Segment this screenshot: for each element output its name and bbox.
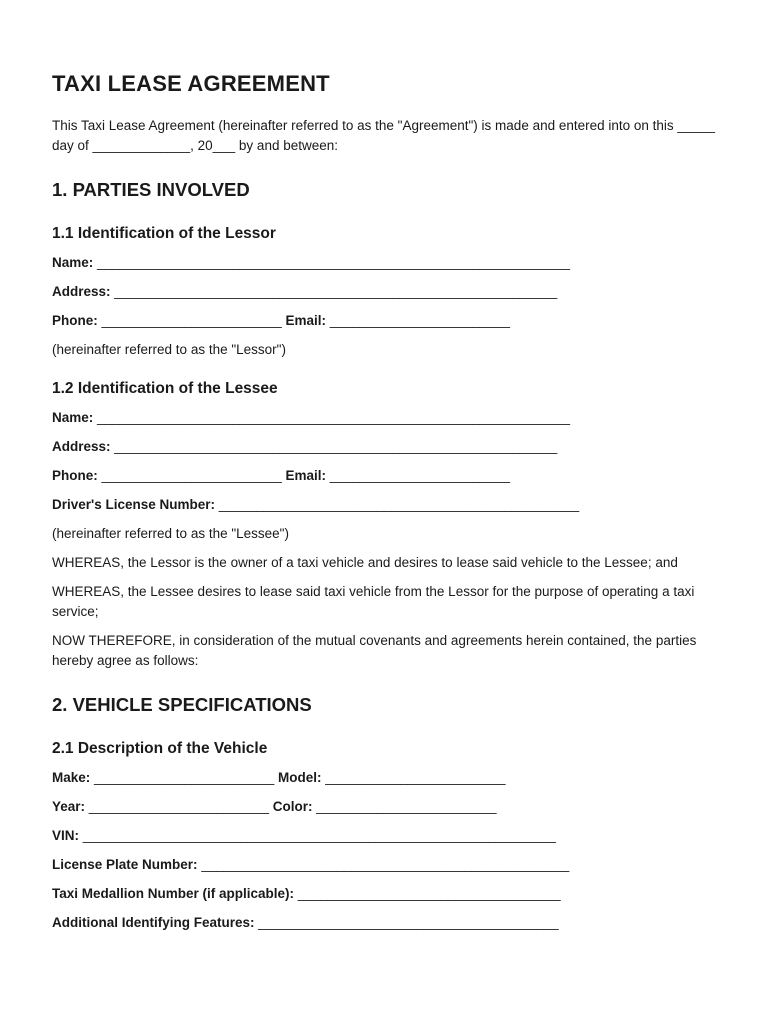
vehicle-medallion-field[interactable] — [52, 884, 724, 904]
lessor-address-blank[interactable]: ___________________________________________________________ — [114, 284, 558, 299]
vehicle-description-subheading: 2.1 Description of the Vehicle — [52, 740, 268, 757]
vehicle-features-field[interactable] — [52, 913, 724, 933]
document-title: TAXI LEASE AGREEMENT — [52, 71, 330, 96]
vehicle-plate-field[interactable] — [52, 855, 724, 875]
lessor-name-label: Name: — [52, 255, 94, 270]
vehicle-medallion-blank[interactable]: ___________________________________ — [297, 886, 561, 901]
lessor-phone-label: Phone: — [52, 313, 98, 328]
vehicle-year-label: Year: — [52, 799, 86, 814]
lessee-phone-blank[interactable]: ________________________ — [101, 468, 282, 483]
document-page — [52, 70, 724, 942]
vehicle-make-label: Make: — [52, 770, 91, 785]
vehicle-model-blank[interactable]: ________________________ — [325, 770, 506, 785]
lessee-note: (hereinafter referred to as the "Lessee") — [52, 526, 289, 541]
lessee-address-label: Address: — [52, 439, 111, 454]
lessee-name-label: Name: — [52, 410, 94, 425]
lessee-license-label: Driver's License Number: — [52, 497, 216, 512]
vehicle-medallion-label: Taxi Medallion Number (if applicable): — [52, 886, 295, 901]
lessee-subheading: 1.2 Identification of the Lessee — [52, 380, 278, 397]
lessor-name-blank[interactable]: _______________________________________________________________ — [97, 255, 571, 270]
vehicle-year-blank[interactable]: ________________________ — [88, 799, 269, 814]
intro-paragraph: This Taxi Lease Agreement (hereinafter referred to as the "Agreement") is made and entered into on this _____ day of _____________, 20___ by and between: — [52, 118, 715, 153]
lessor-email-blank[interactable]: ________________________ — [329, 313, 510, 328]
vehicle-year-color-field[interactable] — [52, 797, 724, 817]
vehicle-make-blank[interactable]: ________________________ — [94, 770, 275, 785]
lessor-address-field[interactable] — [52, 282, 724, 302]
lessee-name-field[interactable] — [52, 408, 724, 428]
lessee-email-label: Email: — [285, 468, 326, 483]
lessor-note: (hereinafter referred to as the "Lessor") — [52, 342, 286, 357]
lessor-email-label: Email: — [285, 313, 326, 328]
vehicle-vin-field[interactable] — [52, 826, 724, 846]
lessee-phone-label: Phone: — [52, 468, 98, 483]
lessor-address-label: Address: — [52, 284, 111, 299]
vehicle-color-label: Color: — [272, 799, 313, 814]
vehicle-plate-blank[interactable]: _________________________________________________ — [201, 857, 570, 872]
vehicle-color-blank[interactable]: ________________________ — [316, 799, 497, 814]
lessor-name-field[interactable] — [52, 253, 724, 273]
recital-now-therefore: NOW THEREFORE, in consideration of the mutual covenants and agreements herein contained, the parties hereby agree as follows: — [52, 633, 697, 668]
vehicle-features-blank[interactable]: ________________________________________ — [258, 915, 559, 930]
lessee-name-blank[interactable]: _______________________________________________________________ — [97, 410, 571, 425]
lessor-subheading: 1.1 Identification of the Lessor — [52, 225, 276, 242]
vehicle-features-label: Additional Identifying Features: — [52, 915, 255, 930]
lessee-license-field[interactable] — [52, 495, 724, 515]
section-1-heading: 1. PARTIES INVOLVED — [52, 179, 250, 200]
vehicle-model-label: Model: — [278, 770, 322, 785]
lessee-contact-field[interactable] — [52, 466, 724, 486]
vehicle-vin-blank[interactable]: _______________________________________________________________ — [82, 828, 556, 843]
lessee-email-blank[interactable]: ________________________ — [329, 468, 510, 483]
vehicle-vin-label: VIN: — [52, 828, 79, 843]
lessee-license-blank[interactable]: ________________________________________________ — [218, 497, 580, 512]
lessee-address-field[interactable] — [52, 437, 724, 457]
lessor-phone-blank[interactable]: ________________________ — [101, 313, 282, 328]
recital-whereas-lessee: WHEREAS, the Lessee desires to lease said taxi vehicle from the Lessor for the purpose of operating a taxi service; — [52, 584, 695, 619]
lessor-contact-field[interactable] — [52, 311, 724, 331]
vehicle-make-model-field[interactable] — [52, 768, 724, 788]
section-2-heading: 2. VEHICLE SPECIFICATIONS — [52, 694, 312, 715]
lessee-address-blank[interactable]: ___________________________________________________________ — [114, 439, 558, 454]
recital-whereas-lessor: WHEREAS, the Lessor is the owner of a taxi vehicle and desires to lease said vehicle to the Lessee; and — [52, 555, 678, 570]
vehicle-plate-label: License Plate Number: — [52, 857, 198, 872]
